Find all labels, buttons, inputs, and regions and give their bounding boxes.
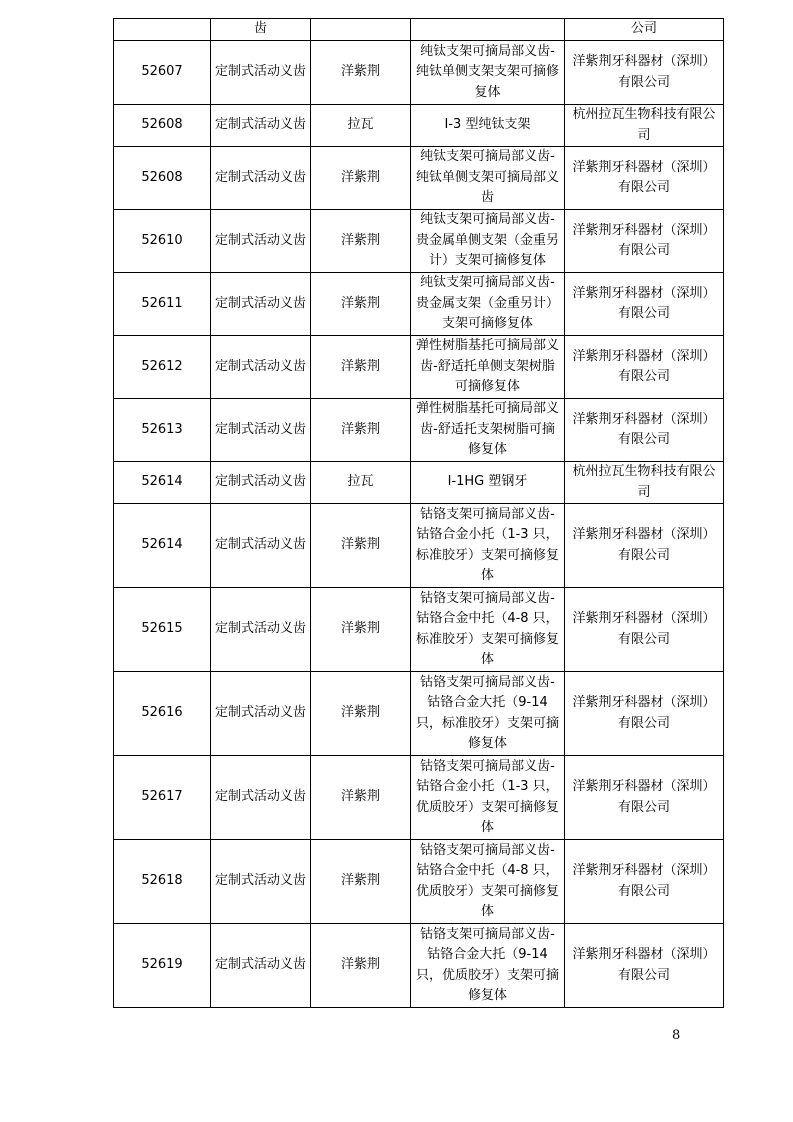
cell-category: 定制式活动义齿 [211, 399, 311, 462]
cell-brand [311, 19, 411, 41]
cell-category: 定制式活动义齿 [211, 672, 311, 756]
cell-company: 洋紫荆牙科器材（深圳）有限公司 [565, 672, 724, 756]
cell-code: 52614 [114, 504, 211, 588]
table-row [114, 147, 724, 210]
cell-brand: 洋紫荆 [311, 924, 411, 1008]
table-row [114, 210, 724, 273]
cell-brand: 洋紫荆 [311, 756, 411, 840]
cell-code: 52608 [114, 147, 211, 210]
cell-company: 公司 [565, 19, 724, 41]
cell-company: 杭州拉瓦生物科技有限公司 [565, 462, 724, 504]
product-table [113, 18, 724, 1008]
cell-company: 洋紫荆牙科器材（深圳）有限公司 [565, 147, 724, 210]
cell-product: 钴铬支架可摘局部义齿-钴铬合金小托（1-3 只，优质胶牙）支架可摘修复体 [411, 756, 565, 840]
cell-company: 洋紫荆牙科器材（深圳）有限公司 [565, 399, 724, 462]
cell-category: 定制式活动义齿 [211, 336, 311, 399]
cell-company: 洋紫荆牙科器材（深圳）有限公司 [565, 504, 724, 588]
cell-code: 52608 [114, 105, 211, 147]
cell-category: 定制式活动义齿 [211, 504, 311, 588]
cell-brand: 洋紫荆 [311, 840, 411, 924]
cell-category: 定制式活动义齿 [211, 210, 311, 273]
table-row [114, 462, 724, 504]
cell-category: 定制式活动义齿 [211, 588, 311, 672]
cell-code: 52619 [114, 924, 211, 1008]
cell-category: 定制式活动义齿 [211, 840, 311, 924]
cell-company: 洋紫荆牙科器材（深圳）有限公司 [565, 924, 724, 1008]
cell-product: 钴铬支架可摘局部义齿-钴铬合金大托（9-14 只，优质胶牙）支架可摘修复体 [411, 924, 565, 1008]
cell-product: 弹性树脂基托可摘局部义齿-舒适托支架树脂可摘修复体 [411, 399, 565, 462]
table-row [114, 336, 724, 399]
cell-code: 52616 [114, 672, 211, 756]
cell-code: 52610 [114, 210, 211, 273]
table-row [114, 756, 724, 840]
cell-code: 52612 [114, 336, 211, 399]
cell-brand: 洋紫荆 [311, 399, 411, 462]
cell-product: I-3 型纯钛支架 [411, 105, 565, 147]
table-row [114, 672, 724, 756]
cell-category: 定制式活动义齿 [211, 273, 311, 336]
cell-brand: 洋紫荆 [311, 588, 411, 672]
table-row [114, 840, 724, 924]
cell-company: 洋紫荆牙科器材（深圳）有限公司 [565, 588, 724, 672]
table-row [114, 588, 724, 672]
cell-brand: 洋紫荆 [311, 504, 411, 588]
cell-product: 钴铬支架可摘局部义齿-钴铬合金大托（9-14 只，标准胶牙）支架可摘修复体 [411, 672, 565, 756]
cell-company: 洋紫荆牙科器材（深圳）有限公司 [565, 41, 724, 105]
cell-brand: 拉瓦 [311, 462, 411, 504]
cell-brand: 洋紫荆 [311, 210, 411, 273]
cell-category: 定制式活动义齿 [211, 924, 311, 1008]
cell-code: 52617 [114, 756, 211, 840]
cell-category: 齿 [211, 19, 311, 41]
cell-code: 52611 [114, 273, 211, 336]
table-row [114, 399, 724, 462]
cell-brand: 拉瓦 [311, 105, 411, 147]
cell-product [411, 19, 565, 41]
cell-product: 钴铬支架可摘局部义齿-钴铬合金中托（4-8 只，标准胶牙）支架可摘修复体 [411, 588, 565, 672]
table-row [114, 504, 724, 588]
cell-product: 纯钛支架可摘局部义齿-贵金属支架（金重另计）支架可摘修复体 [411, 273, 565, 336]
cell-code: 52615 [114, 588, 211, 672]
table-row [114, 924, 724, 1008]
cell-category: 定制式活动义齿 [211, 41, 311, 105]
table-row [114, 41, 724, 105]
cell-company: 洋紫荆牙科器材（深圳）有限公司 [565, 756, 724, 840]
cell-product: 纯钛支架可摘局部义齿-纯钛单侧支架支架可摘修复体 [411, 41, 565, 105]
cell-product: I-1HG 塑钢牙 [411, 462, 565, 504]
cell-category: 定制式活动义齿 [211, 147, 311, 210]
cell-code: 52613 [114, 399, 211, 462]
cell-company: 杭州拉瓦生物科技有限公司 [565, 105, 724, 147]
cell-category: 定制式活动义齿 [211, 105, 311, 147]
cell-brand: 洋紫荆 [311, 672, 411, 756]
cell-code: 52607 [114, 41, 211, 105]
cell-company: 洋紫荆牙科器材（深圳）有限公司 [565, 840, 724, 924]
table-row [114, 19, 724, 41]
cell-code: 52614 [114, 462, 211, 504]
cell-code: 52618 [114, 840, 211, 924]
cell-brand: 洋紫荆 [311, 336, 411, 399]
cell-company: 洋紫荆牙科器材（深圳）有限公司 [565, 210, 724, 273]
cell-code [114, 19, 211, 41]
cell-product: 弹性树脂基托可摘局部义齿-舒适托单侧支架树脂可摘修复体 [411, 336, 565, 399]
cell-product: 钴铬支架可摘局部义齿-钴铬合金小托（1-3 只，标准胶牙）支架可摘修复体 [411, 504, 565, 588]
cell-brand: 洋紫荆 [311, 273, 411, 336]
table-row [114, 273, 724, 336]
cell-company: 洋紫荆牙科器材（深圳）有限公司 [565, 273, 724, 336]
cell-product: 纯钛支架可摘局部义齿-纯钛单侧支架可摘局部义齿 [411, 147, 565, 210]
page-number: 8 [672, 1028, 681, 1043]
cell-brand: 洋紫荆 [311, 41, 411, 105]
cell-product: 钴铬支架可摘局部义齿-钴铬合金中托（4-8 只，优质胶牙）支架可摘修复体 [411, 840, 565, 924]
cell-category: 定制式活动义齿 [211, 462, 311, 504]
cell-brand: 洋紫荆 [311, 147, 411, 210]
cell-product: 纯钛支架可摘局部义齿-贵金属单侧支架（金重另计）支架可摘修复体 [411, 210, 565, 273]
cell-company: 洋紫荆牙科器材（深圳）有限公司 [565, 336, 724, 399]
cell-category: 定制式活动义齿 [211, 756, 311, 840]
table-row [114, 105, 724, 147]
